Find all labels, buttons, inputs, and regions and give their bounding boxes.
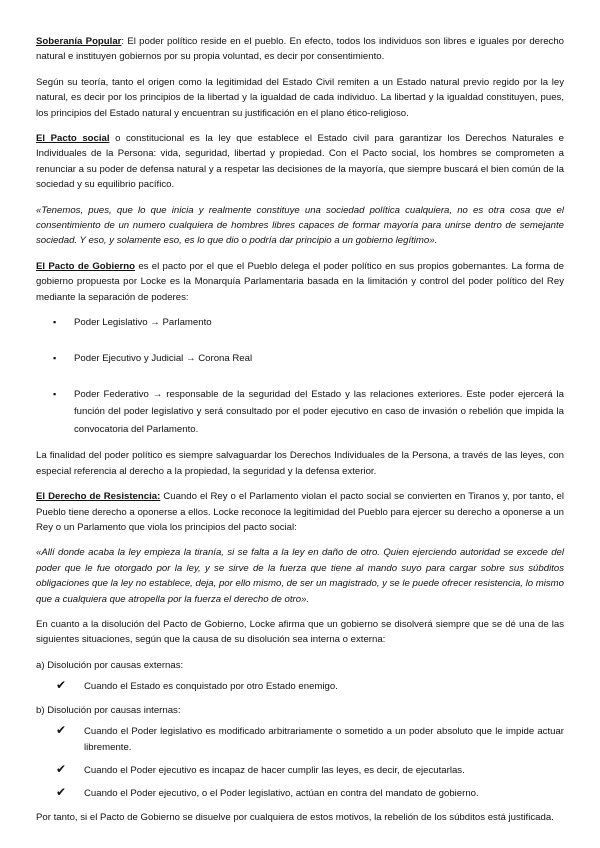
paragraph-pacto-social	[36, 131, 564, 193]
quote-tirania: «Allí donde acaba la ley empieza la tiranía, si se falta a la ley en daño de otro. Quien ejerciendo autoridad se excede del poder que le fue otorgado por la ley, y se sirve de la fuerza que tiene al mando suyo para cargar sobre sus súbditos obligaciones que la ley no establece, deja, por ello mismo, de ser un magistrado, y se le puede ofrecer resistencia, lo mismo que a cualquiera que atropella por la fuerza el derecho de otro».	[36, 547, 564, 605]
paragraph-conclusion: Por tanto, si el Pacto de Gobierno se disuelve por cualquiera de estos motivos, la rebelión de los súbditos está justificada.	[36, 811, 554, 823]
document-page	[36, 34, 564, 831]
paragraph-finalidad: La finalidad del poder político es siempre salvaguardar los Derechos Individuales de la Persona, a través de las leyes, con especial referencia al derecho a la propiedad, la seguridad y la defensa exterior.	[36, 450, 564, 477]
checkmark-icon: ✔	[56, 678, 67, 693]
list-item: ✔ Cuando el Poder ejecutivo es incapaz de hacer cumplir las leyes, es decir, de ejecutarlas.	[56, 761, 465, 776]
checkmark-icon: ✔	[56, 723, 67, 738]
paragraph-text: es el pacto por el que el Pueblo delega el poder político en sus propios gobernantes. La forma de gobierno propuesta por Locke es la Monarquía Parlamentaria basada en la limitación y control del poder político del Rey mediante la separación de poderes:	[36, 260, 564, 303]
checkmark-icon: ✔	[56, 785, 67, 800]
label-causas-internas: b) Disolución por causas internas:	[36, 704, 181, 716]
list-item: ✔ Cuando el Estado es conquistado por otro Estado enemigo.	[56, 678, 338, 693]
term-pacto-gobierno: El Pacto de Gobierno	[36, 260, 135, 272]
term-derecho-resistencia: El Derecho de Resistencia:	[36, 491, 161, 503]
paragraph-text: Cuando el Rey o el Parlamento violan el pacto social se convierten en Tiranos y, por tanto, el Pueblo tiene derecho a oponerse a ellos. Locke reconoce la legitimidad del Pueblo para ejercer su derecho a oponerse a un Rey o un Parlamento que viola los principios del pacto social:	[36, 491, 565, 534]
paragraph-text: : El poder político reside en el pueblo. En efecto, todos los individuos son libres e iguales por derecho natural e instituyen gobiernos por su propia voluntad, es decir por consentimiento.	[36, 36, 565, 63]
list-item: ✔ Cuando el Poder ejecutivo, o el Poder legislativo, actúan en contra del mandato de gobierno.	[56, 785, 479, 800]
paragraph-disolucion: En cuanto a la disolución del Pacto de Gobierno, Locke afirma que un gobierno se disolverá siempre que se dé una de las siguientes situaciones, según que la causa de su disolución sea interna o externa:	[36, 619, 564, 646]
paragraph-pacto-gobierno	[36, 259, 564, 305]
paragraph-estado-natural: Según su teoría, tanto el origen como la legitimidad del Estado Civil remiten a un Estado natural previo regido por la ley natural, es decir por los principios de la libertad y la igualdad de cada individuo. La libertad y la igualdad constituyen, pues, los principios del Estado natural y encuentran su justificación en el plano ético-religioso.	[36, 76, 564, 119]
checkmark-icon: ✔	[56, 761, 67, 776]
quote-sociedad-politica: «Tenemos, pues, que lo que inicia y realmente constituye una sociedad política cualquiera, no es otra cosa que el consentimiento de un numero cualquiera de hombres libres capaces de formar mayoría para unirse dentro de semejante sociedad. Y eso, y solamente eso, es lo que dio o podría dar principio a un gobierno legítimo».	[36, 204, 564, 247]
paragraph-soberania	[36, 34, 564, 65]
list-item: ✔ Cuando el Poder legislativo es modificado arbitrariamente o sometido a un poder absoluto que le impide actuar libremente.	[56, 723, 564, 753]
bullet-icon: ▪	[53, 352, 57, 363]
paragraph-derecho-resistencia	[36, 489, 564, 535]
bullet-icon: ▪	[53, 317, 57, 328]
label-causas-externas: a) Disolución por causas externas:	[36, 659, 184, 671]
external-causes-list	[36, 679, 564, 694]
term-pacto-social: El Pacto social	[36, 133, 110, 145]
list-item: ▪ Poder Legislativo → Parlamento	[36, 315, 564, 330]
list-item: ▪ Poder Ejecutivo y Judicial → Corona Real	[36, 351, 564, 366]
bullet-icon: ▪	[53, 388, 57, 399]
powers-list	[36, 315, 564, 438]
list-item: ▪ Poder Federativo → responsable de la seguridad del Estado y las relaciones exteriores. Este poder ejercerá la función del poder legislativo y será consultado por el poder ejecutivo en caso de invasión o rebelión que impida la convocatoria del Parlamento.	[36, 386, 564, 439]
term-soberania-popular: Soberanía Popular	[36, 36, 122, 47]
paragraph-text: o constitucional es la ley que establece el Estado civil para garantizar los Derechos Naturales e Individuales de la Persona: vida, seguridad, libertad y propiedad. Con el Pacto social, los hombres se comprometen a renunciar a su poder de defensa natural y a respetar las decisiones de la mayoría, que siempre buscará el bien común de la sociedad y su equilibrio pacífico.	[36, 133, 564, 191]
internal-causes-list	[36, 724, 564, 802]
